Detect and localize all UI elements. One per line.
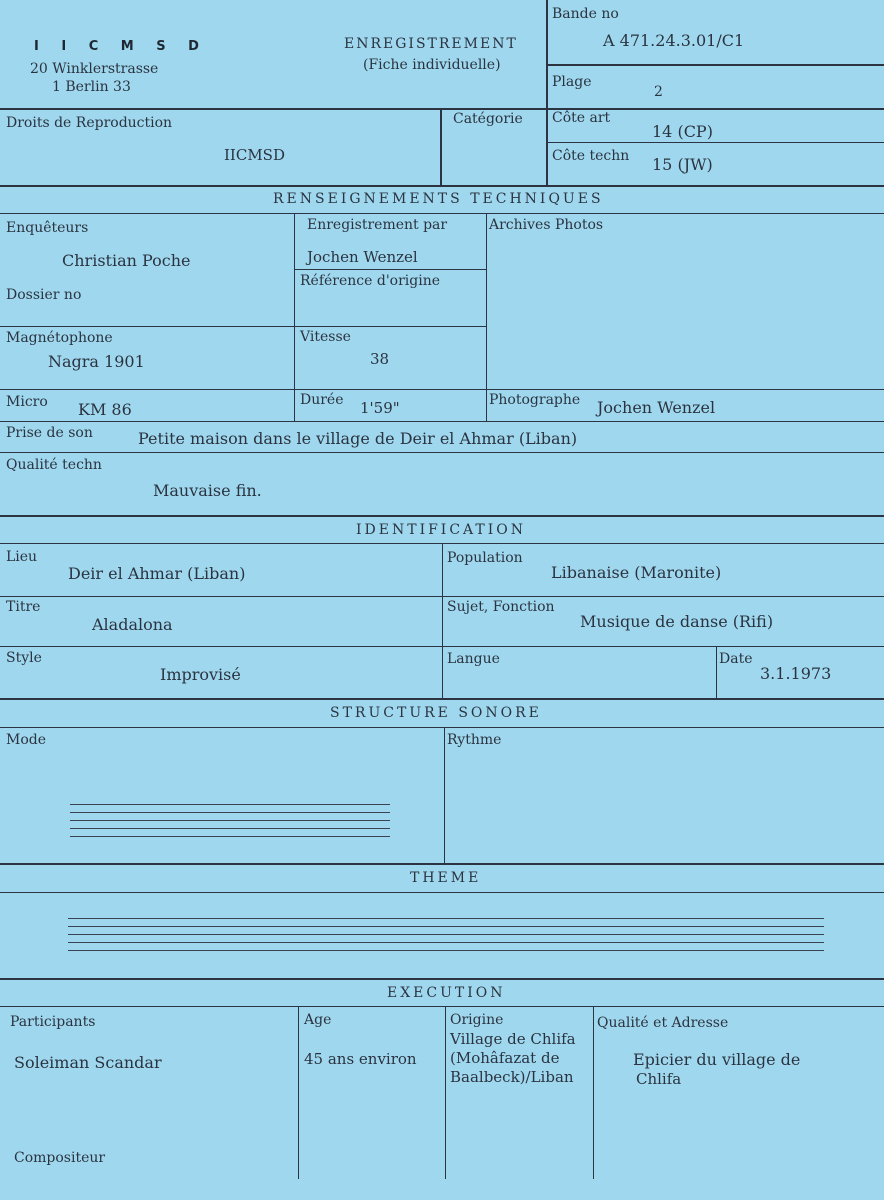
enregistrement-par-label: Enregistrement par [307,217,448,233]
participant-name: Soleiman Scandar [14,1053,162,1072]
mode-staff [70,804,390,844]
divider [546,142,884,143]
origine-line-2: (Mohâfazat de [450,1049,560,1067]
divider [294,269,486,270]
section-title-technical: RENSEIGNEMENTS TECHNIQUES [273,191,604,207]
address-line-2: 1 Berlin 33 [52,79,131,95]
origine-line-3: Baalbeck)/Liban [450,1068,574,1086]
divider [0,727,884,728]
divider [0,389,884,390]
bande-value: A 471.24.3.01/C1 [603,31,745,50]
mode-label: Mode [6,732,47,748]
divider [0,1006,884,1007]
divider [440,109,442,186]
qualite-adresse-label: Qualité et Adresse [597,1015,729,1031]
titre-value: Aladalona [92,615,173,634]
qualite-techn-value: Mauvaise fin. [153,481,262,500]
population-value: Libanaise (Maronite) [551,563,722,582]
divider [0,185,884,187]
prise-de-son-label: Prise de son [6,425,93,441]
divider [294,214,295,421]
categorie-label: Catégorie [453,111,523,127]
divider [0,515,884,517]
plage-value: 2 [654,84,663,100]
vitesse-value: 38 [370,350,390,368]
divider [442,544,443,699]
divider [444,728,445,863]
sujet-fonction-value: Musique de danse (Rifi) [580,612,774,631]
bande-label: Bande no [552,6,619,22]
magnetophone-label: Magnétophone [6,330,113,346]
duree-label: Durée [300,392,344,408]
address-line-1: 20 Winklerstrasse [30,61,159,77]
style-value: Improvisé [160,665,241,684]
rythme-label: Rythme [447,732,502,748]
lieu-value: Deir el Ahmar (Liban) [68,564,246,583]
micro-value: KM 86 [78,400,132,419]
divider [0,978,884,980]
origine-label: Origine [450,1012,504,1028]
vitesse-label: Vitesse [300,329,351,345]
divider [298,1007,299,1179]
divider [716,647,717,699]
section-title-structure: STRUCTURE SONORE [330,705,542,721]
divider [0,421,884,422]
cote-art-label: Côte art [552,110,611,126]
divider [0,452,884,453]
date-value: 3.1.1973 [760,664,832,683]
divider [546,0,548,186]
rights-value: IICMSD [224,146,285,164]
magnetophone-value: Nagra 1901 [48,352,145,371]
theme-staff [68,918,824,958]
compositeur-label: Compositeur [14,1150,106,1166]
divider [0,108,884,110]
card-subtitle: (Fiche individuelle) [363,57,501,73]
plage-label: Plage [552,74,592,90]
langue-label: Langue [447,651,500,667]
divider [593,1007,594,1179]
reference-label: Référence d'origine [300,273,441,289]
divider [546,64,884,66]
photographe-value: Jochen Wenzel [597,398,716,417]
date-label: Date [719,651,753,667]
age-value: 45 ans environ [304,1050,417,1068]
divider [0,213,884,214]
divider [486,214,487,421]
titre-label: Titre [6,599,41,615]
cote-art-value: 14 (CP) [652,122,713,141]
section-title-theme: THEME [410,870,482,886]
cote-techn-value: 15 (JW) [652,155,713,174]
divider [0,892,884,893]
section-title-identification: IDENTIFICATION [356,522,526,538]
card-title: ENREGISTREMENT [344,36,518,52]
prise-de-son-value: Petite maison dans le village de Deir el Ahmar (Liban) [138,429,578,448]
population-label: Population [447,550,523,566]
enqueteurs-label: Enquêteurs [6,220,89,236]
enqueteurs-value: Christian Poche [62,251,191,270]
qualite-adresse-line-2: Chlifa [636,1070,682,1088]
duree-value: 1'59" [360,399,400,417]
sujet-fonction-label: Sujet, Fonction [447,599,555,615]
enregistrement-par-value: Jochen Wenzel [307,248,418,266]
qualite-techn-label: Qualité techn [6,457,102,473]
style-label: Style [6,650,42,666]
dossier-label: Dossier no [6,287,82,303]
photographe-label: Photographe [489,392,581,408]
divider [445,1007,446,1179]
org-logo: I I C M S D [34,39,208,54]
cote-techn-label: Côte techn [552,148,630,164]
age-label: Age [304,1012,332,1028]
section-title-execution: EXECUTION [387,985,506,1001]
lieu-label: Lieu [6,549,38,565]
rights-label: Droits de Reproduction [6,115,173,131]
micro-label: Micro [6,394,48,410]
participants-label: Participants [10,1014,96,1030]
qualite-adresse-line-1: Epicier du village de [633,1050,801,1069]
divider [0,863,884,865]
divider [0,326,486,327]
archives-photos-label: Archives Photos [489,217,604,233]
origine-line-1: Village de Chlifa [450,1030,576,1048]
